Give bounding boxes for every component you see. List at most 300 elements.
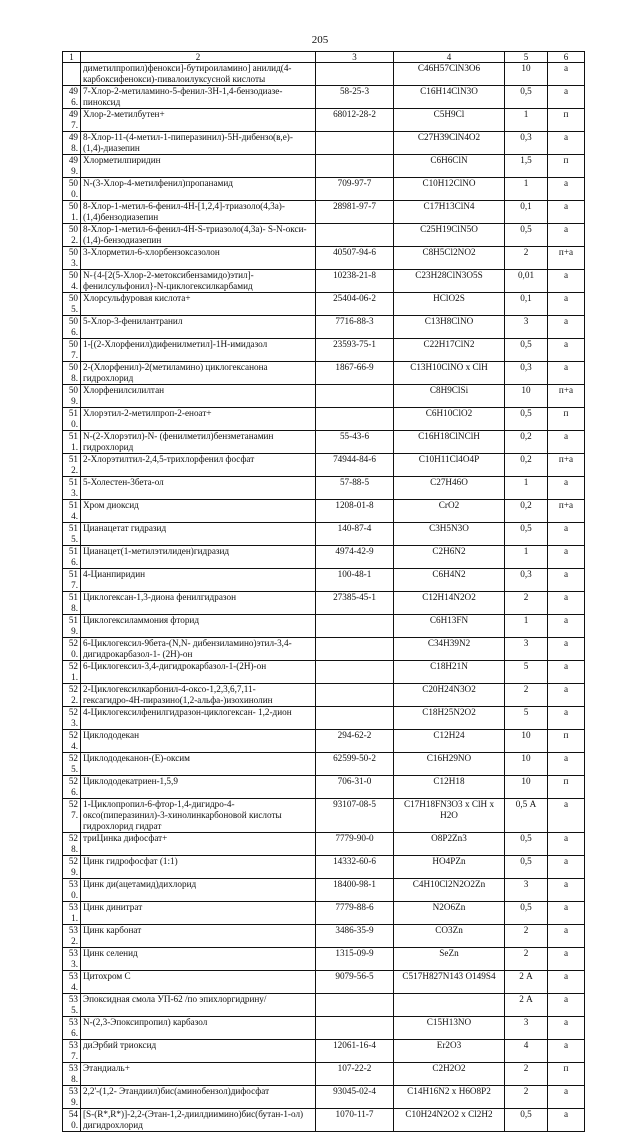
row-number: 528. — [63, 833, 81, 856]
table-row — [63, 592, 585, 615]
header-col-3: 3 — [316, 52, 394, 63]
chemical-formula: C27H46O — [394, 477, 505, 500]
chemical-formula: C22H17ClN2 — [394, 339, 505, 362]
limit-value: 1 — [505, 109, 548, 132]
table-row — [63, 316, 585, 339]
cas-number: 93045-02-4 — [316, 1086, 394, 1109]
limit-value: 0,1 — [505, 293, 548, 316]
cas-number — [316, 615, 394, 638]
substance-name: 8-Хлор-1-метил-6-фенил-4Н-S-триазоло(4,3а)- S-N-окси-(1,4)-бензодиазепин — [81, 224, 316, 247]
cas-number: 14332-60-6 — [316, 856, 394, 879]
substance-name: Циклододекан — [81, 730, 316, 753]
chemical-formula: C6H10ClO2 — [394, 408, 505, 431]
cas-number: 10238-21-8 — [316, 270, 394, 293]
table-row — [63, 408, 585, 431]
table-row — [63, 362, 585, 385]
table-row — [63, 948, 585, 971]
table-row — [63, 1109, 585, 1132]
substance-name: Эпоксидная смола УП-62 /по эпихлоргидрину/ — [81, 994, 316, 1017]
row-number: 496. — [63, 86, 81, 109]
cas-number: 93107-08-5 — [316, 799, 394, 833]
limit-value: 10 — [505, 63, 548, 86]
aggregate-state: а — [548, 925, 585, 948]
limit-value: 5 — [505, 661, 548, 684]
limit-value: 0,3 — [505, 132, 548, 155]
limit-value: 2 А — [505, 994, 548, 1017]
cas-number: 7779-90-0 — [316, 833, 394, 856]
substance-name: Цинк гидрофосфат (1:1) — [81, 856, 316, 879]
aggregate-state: а — [548, 523, 585, 546]
chemical-formula: C12H14N2O2 — [394, 592, 505, 615]
table-row — [63, 431, 585, 454]
chemical-formula: C25H19ClN5O — [394, 224, 505, 247]
chemical-formula: C46H57ClN3O6 — [394, 63, 505, 86]
table-row — [63, 523, 585, 546]
limit-value: 2 — [505, 948, 548, 971]
chemical-formula: C13H8ClNO — [394, 316, 505, 339]
limit-value: 0,5 — [505, 224, 548, 247]
cas-number: 1315-09-9 — [316, 948, 394, 971]
limit-value: 0,01 — [505, 270, 548, 293]
aggregate-state: а — [548, 132, 585, 155]
limit-value: 0,2 — [505, 454, 548, 477]
chemical-formula: C10H11Cl4O4P — [394, 454, 505, 477]
limit-value: 4 — [505, 1040, 548, 1063]
table-row — [63, 293, 585, 316]
substance-name: 8-Хлор-11-(4-метил-1-пиперазинил)-5Н-дибензо(в,е)-(1,4)-диазепин — [81, 132, 316, 155]
table-row — [63, 799, 585, 833]
row-number: 499. — [63, 155, 81, 178]
limit-value: 0,1 — [505, 201, 548, 224]
header-col-5: 5 — [505, 52, 548, 63]
limit-value: 10 — [505, 730, 548, 753]
table-row — [63, 638, 585, 661]
limit-value: 10 — [505, 385, 548, 408]
row-number: 514. — [63, 500, 81, 523]
row-number: 498. — [63, 132, 81, 155]
row-number: 501. — [63, 201, 81, 224]
limit-value: 0,3 — [505, 362, 548, 385]
chemical-formula: C2H6N2 — [394, 546, 505, 569]
limit-value: 10 — [505, 753, 548, 776]
aggregate-state: а — [548, 971, 585, 994]
aggregate-state: п — [548, 408, 585, 431]
cas-number: 709-97-7 — [316, 178, 394, 201]
aggregate-state: а — [548, 63, 585, 86]
chemical-formula: C17H13ClN4 — [394, 201, 505, 224]
aggregate-state: п — [548, 155, 585, 178]
table-row — [63, 833, 585, 856]
limit-value: 3 — [505, 316, 548, 339]
limit-value: 0,5 — [505, 339, 548, 362]
substance-name: 6-Циклогексил-3,4-дигидрокарбазол-1-(2Н)-он — [81, 661, 316, 684]
table-row — [63, 994, 585, 1017]
row-number: 539. — [63, 1086, 81, 1109]
row-number: 513. — [63, 477, 81, 500]
substance-name: диметилпропил)фенокси]-бутироиламино] анилид(4-карбоксифенокси)-пивалоилуксусной кислоты — [81, 63, 316, 86]
chemical-formula: C6H13FN — [394, 615, 505, 638]
limit-value: 0,5 — [505, 902, 548, 925]
limit-value: 1 — [505, 477, 548, 500]
aggregate-state: а — [548, 799, 585, 833]
aggregate-state: а — [548, 270, 585, 293]
substance-name: 1-[(2-Хлорфенил)дифенилметил]-1Н-имидазол — [81, 339, 316, 362]
cas-number: 3486-35-9 — [316, 925, 394, 948]
limit-value: 0,2 — [505, 431, 548, 454]
row-number: 527. — [63, 799, 81, 833]
limit-value: 0,2 — [505, 500, 548, 523]
row-number — [63, 63, 81, 86]
row-number: 536. — [63, 1017, 81, 1040]
table-row — [63, 201, 585, 224]
chemical-formula: C8H5Cl2NO2 — [394, 247, 505, 270]
table-row — [63, 753, 585, 776]
cas-number: 706-31-0 — [316, 776, 394, 799]
cas-number: 100-48-1 — [316, 569, 394, 592]
cas-number — [316, 684, 394, 707]
limit-value: 0,5 — [505, 408, 548, 431]
row-number: 503. — [63, 247, 81, 270]
aggregate-state: а — [548, 362, 585, 385]
table-row — [63, 86, 585, 109]
row-number: 504. — [63, 270, 81, 293]
aggregate-state: а — [548, 431, 585, 454]
chemical-formula: C2H2O2 — [394, 1063, 505, 1086]
chemical-formula: C18H21N — [394, 661, 505, 684]
substance-name: Этандиаль+ — [81, 1063, 316, 1086]
row-number: 524. — [63, 730, 81, 753]
cas-number — [316, 638, 394, 661]
limit-value: 2 — [505, 1063, 548, 1086]
substance-name: Цианацет(1-метилэтилиден)гидразид — [81, 546, 316, 569]
chemical-formula: C13H10ClNO x ClH — [394, 362, 505, 385]
row-number: 519. — [63, 615, 81, 638]
table-row — [63, 569, 585, 592]
aggregate-state: а — [548, 1109, 585, 1132]
row-number: 535. — [63, 994, 81, 1017]
aggregate-state: а — [548, 592, 585, 615]
aggregate-state: а — [548, 1040, 585, 1063]
limit-value: 10 — [505, 776, 548, 799]
aggregate-state: п — [548, 1063, 585, 1086]
row-number: 506. — [63, 316, 81, 339]
substance-name: Цинк селенид — [81, 948, 316, 971]
chemical-formula: C34H39N2 — [394, 638, 505, 661]
table-row — [63, 339, 585, 362]
row-number: 511. — [63, 431, 81, 454]
limit-value: 1 — [505, 615, 548, 638]
chemical-formula: CO3Zn — [394, 925, 505, 948]
chemical-formula: C6H6ClN — [394, 155, 505, 178]
chemical-formula: C12H18 — [394, 776, 505, 799]
substance-name: N-(2-Хлорэтил)-N- (фенилметил)бензметанамин гидрохлорид — [81, 431, 316, 454]
aggregate-state: п — [548, 776, 585, 799]
substance-name: [S-(R*,R*)]-2,2-(Этан-1,2-диилдиимино)бис(бутан-1-ол) дигидрохлорид — [81, 1109, 316, 1132]
substance-name: N-(3-Хлор-4-метилфенил)пропанамид — [81, 178, 316, 201]
table-row — [63, 856, 585, 879]
substance-name: Хлорэтил-2-метилпроп-2-еноат+ — [81, 408, 316, 431]
chemical-formula: Er2O3 — [394, 1040, 505, 1063]
substance-name: Цианацетат гидразид — [81, 523, 316, 546]
chemical-formula: C15H13NO — [394, 1017, 505, 1040]
substance-name: 8-Хлор-1-метил-6-фенил-4Н-[1,2,4]-триазоло(4,3а)-(1,4)бензодиазепин — [81, 201, 316, 224]
substance-name: Хлор-2-метилбутен+ — [81, 109, 316, 132]
cas-number: 18400-98-1 — [316, 879, 394, 902]
cas-number: 1867-66-9 — [316, 362, 394, 385]
table-row — [63, 971, 585, 994]
table-row — [63, 1040, 585, 1063]
row-number: 509. — [63, 385, 81, 408]
chemical-formula — [394, 994, 505, 1017]
cas-number: 28981-97-7 — [316, 201, 394, 224]
chemical-formula: C23H28ClN3O5S — [394, 270, 505, 293]
cas-number — [316, 385, 394, 408]
substance-name: диЭрбий триоксид — [81, 1040, 316, 1063]
cas-number: 4974-42-9 — [316, 546, 394, 569]
aggregate-state: а — [548, 546, 585, 569]
table-row — [63, 224, 585, 247]
aggregate-state: п — [548, 109, 585, 132]
cas-number — [316, 707, 394, 730]
aggregate-state: а — [548, 224, 585, 247]
aggregate-state: а — [548, 1017, 585, 1040]
aggregate-state: а — [548, 856, 585, 879]
aggregate-state: а — [548, 316, 585, 339]
header-col-2: 2 — [81, 52, 316, 63]
table-header-row — [63, 52, 585, 63]
substance-name: Цинк динитрат — [81, 902, 316, 925]
aggregate-state: а — [548, 902, 585, 925]
limit-value: 0,5 А — [505, 799, 548, 833]
row-number: 497. — [63, 109, 81, 132]
aggregate-state: а — [548, 569, 585, 592]
chemical-formula: HClO2S — [394, 293, 505, 316]
cas-number — [316, 1017, 394, 1040]
aggregate-state: а — [548, 833, 585, 856]
aggregate-state: а — [548, 477, 585, 500]
cas-number — [316, 994, 394, 1017]
cas-number — [316, 132, 394, 155]
table-row — [63, 1017, 585, 1040]
header-col-6: 6 — [548, 52, 585, 63]
cas-number: 7779-88-6 — [316, 902, 394, 925]
limit-value: 0,5 — [505, 833, 548, 856]
cas-number — [316, 155, 394, 178]
table-row — [63, 615, 585, 638]
row-number: 508. — [63, 362, 81, 385]
substance-name: 1-Циклопропил-6-фтор-1,4-дигидро-4-оксо(пиперазинил)-3-хинолинкарбоновой кислоты гидрохлорид гидрат — [81, 799, 316, 833]
table-row — [63, 661, 585, 684]
aggregate-state: а — [548, 178, 585, 201]
substance-name: 4-Циклогексилфенилгидразон-циклогексан- 1,2-дион — [81, 707, 316, 730]
row-number: 512. — [63, 454, 81, 477]
cas-number: 68012-28-2 — [316, 109, 394, 132]
aggregate-state: п+а — [548, 385, 585, 408]
limit-value: 0,5 — [505, 86, 548, 109]
chemical-formula: HO4PZn — [394, 856, 505, 879]
substance-name: 5-Холестен-3бета-ол — [81, 477, 316, 500]
row-number: 537. — [63, 1040, 81, 1063]
table-row — [63, 63, 585, 86]
limit-value: 0,5 — [505, 523, 548, 546]
cas-number: 55-43-6 — [316, 431, 394, 454]
aggregate-state: а — [548, 684, 585, 707]
table-row — [63, 477, 585, 500]
table-row — [63, 1086, 585, 1109]
chemical-formula: C5H9Cl — [394, 109, 505, 132]
chemical-formula: C16H18ClNClH — [394, 431, 505, 454]
substance-name: N-{4-[2(5-Хлор-2-метоксибензамидо)этил]-фенилсульфонил}-N-циклогексилкарбамид — [81, 270, 316, 293]
cas-number: 74944-84-6 — [316, 454, 394, 477]
aggregate-state: а — [548, 994, 585, 1017]
cas-number — [316, 63, 394, 86]
table-row — [63, 1063, 585, 1086]
table-row — [63, 730, 585, 753]
table-row — [63, 155, 585, 178]
row-number: 540. — [63, 1109, 81, 1132]
aggregate-state: а — [548, 707, 585, 730]
row-number: 515. — [63, 523, 81, 546]
row-number: 510. — [63, 408, 81, 431]
limit-value: 3 — [505, 638, 548, 661]
substance-name: 2,2'-(1,2- Этандиил)бис(аминобензол)дифосфат — [81, 1086, 316, 1109]
substance-name: Циклододеканон-(Е)-оксим — [81, 753, 316, 776]
substance-name: 4-Цианпиридин — [81, 569, 316, 592]
substance-name: Цинк карбонат — [81, 925, 316, 948]
row-number: 533. — [63, 948, 81, 971]
aggregate-state: п+а — [548, 247, 585, 270]
chemical-formula: C3H5N3O — [394, 523, 505, 546]
chemical-formula: C20H24N3O2 — [394, 684, 505, 707]
chemical-formula: C14H16N2 x H6O8P2 — [394, 1086, 505, 1109]
substance-name: триЦинка дифосфат+ — [81, 833, 316, 856]
aggregate-state: а — [548, 638, 585, 661]
cas-number: 1070-11-7 — [316, 1109, 394, 1132]
table-row — [63, 109, 585, 132]
chemical-formula: C16H14ClN3O — [394, 86, 505, 109]
table-row — [63, 247, 585, 270]
substance-name: Цинк ди(ацетамид)дихлорид — [81, 879, 316, 902]
cas-number: 9079-56-5 — [316, 971, 394, 994]
limit-value: 0,5 — [505, 856, 548, 879]
limit-value: 2 — [505, 592, 548, 615]
limit-value: 2 А — [505, 971, 548, 994]
table-row — [63, 454, 585, 477]
cas-number: 58-25-3 — [316, 86, 394, 109]
limit-value: 2 — [505, 1086, 548, 1109]
aggregate-state: п+а — [548, 500, 585, 523]
aggregate-state: а — [548, 201, 585, 224]
table-row — [63, 500, 585, 523]
aggregate-state: а — [548, 86, 585, 109]
chemical-formula: C12H24 — [394, 730, 505, 753]
cas-number: 140-87-4 — [316, 523, 394, 546]
chemical-formula: C27H39ClN4O2 — [394, 132, 505, 155]
table-body — [63, 63, 585, 1132]
table-row — [63, 684, 585, 707]
chemical-formula: C18H25N2O2 — [394, 707, 505, 730]
cas-number: 23593-75-1 — [316, 339, 394, 362]
row-number: 521. — [63, 661, 81, 684]
cas-number: 57-88-5 — [316, 477, 394, 500]
substance-name: Циклододекатриен-1,5,9 — [81, 776, 316, 799]
limit-value: 0,3 — [505, 569, 548, 592]
limit-value: 5 — [505, 707, 548, 730]
substance-name: 7-Хлор-2-метиламино-5-фенил-3Н-1,4-бензодиазе-пиноксид — [81, 86, 316, 109]
aggregate-state: п — [548, 730, 585, 753]
limit-value: 0,5 — [505, 1109, 548, 1132]
substance-name: 2-(Хлорфенил)-2(метиламино) циклогексанона гидрохлорид — [81, 362, 316, 385]
chemical-formula: C8H9ClSi — [394, 385, 505, 408]
chemical-formula: C6H4N2 — [394, 569, 505, 592]
table-row — [63, 776, 585, 799]
page-number: 205 — [311, 34, 329, 46]
chemical-formula: C10H24N2O2 x Cl2H2 — [394, 1109, 505, 1132]
chemical-formula: O8P2Zn3 — [394, 833, 505, 856]
substance-name: 2-Циклогексилкарбонил-4-оксо-1,2,3,6,7,11-гексагидро-4Н-пиразино(1,2-альфа-)изохинолин — [81, 684, 316, 707]
substance-name: Хлорсульфуровая кислота+ — [81, 293, 316, 316]
chemical-formula: C17H18FN3O3 x ClH x H2O — [394, 799, 505, 833]
row-number: 538. — [63, 1063, 81, 1086]
row-number: 534. — [63, 971, 81, 994]
table-row — [63, 178, 585, 201]
limit-value: 1 — [505, 546, 548, 569]
substance-name: Хром диоксид — [81, 500, 316, 523]
substance-name: N-(2,3-Эпоксипропил) карбазол — [81, 1017, 316, 1040]
table-row — [63, 707, 585, 730]
substance-name: Хлорметилпиридин — [81, 155, 316, 178]
row-number: 517. — [63, 569, 81, 592]
table-row — [63, 385, 585, 408]
chemical-formula: SeZn — [394, 948, 505, 971]
row-number: 502. — [63, 224, 81, 247]
chemical-formula: C517H827N143 O149S4 — [394, 971, 505, 994]
substance-name: Цитохром С — [81, 971, 316, 994]
row-number: 531. — [63, 902, 81, 925]
chemical-formula: C10H12ClNO — [394, 178, 505, 201]
row-number: 522. — [63, 684, 81, 707]
table-row — [63, 132, 585, 155]
header-col-4: 4 — [394, 52, 505, 63]
substance-name: Циклогексиламмония фторид — [81, 615, 316, 638]
cas-number: 62599-50-2 — [316, 753, 394, 776]
limit-value: 1,5 — [505, 155, 548, 178]
aggregate-state: а — [548, 948, 585, 971]
row-number: 505. — [63, 293, 81, 316]
aggregate-state: а — [548, 753, 585, 776]
cas-number — [316, 224, 394, 247]
row-number: 526. — [63, 776, 81, 799]
row-number: 518. — [63, 592, 81, 615]
substance-name: Циклогексан-1,3-диона фенилгидразон — [81, 592, 316, 615]
cas-number: 107-22-2 — [316, 1063, 394, 1086]
substance-name: 6-Циклогексил-9бета-(N,N- дибензиламино)этил-3,4-дигидрокарбазол-1- (2Н)-он — [81, 638, 316, 661]
cas-number: 294-62-2 — [316, 730, 394, 753]
limit-value: 2 — [505, 925, 548, 948]
row-number: 530. — [63, 879, 81, 902]
substance-name: 2-Хлорэтилтил-2,4,5-трихлорфенил фосфат — [81, 454, 316, 477]
substance-name: 5-Хлор-3-фенилантранил — [81, 316, 316, 339]
aggregate-state: а — [548, 293, 585, 316]
row-number: 523. — [63, 707, 81, 730]
aggregate-state: а — [548, 615, 585, 638]
aggregate-state: а — [548, 339, 585, 362]
table-row — [63, 546, 585, 569]
header-col-1: 1 — [63, 52, 81, 63]
row-number: 525. — [63, 753, 81, 776]
aggregate-state: п+а — [548, 454, 585, 477]
chemical-formula: N2O6Zn — [394, 902, 505, 925]
